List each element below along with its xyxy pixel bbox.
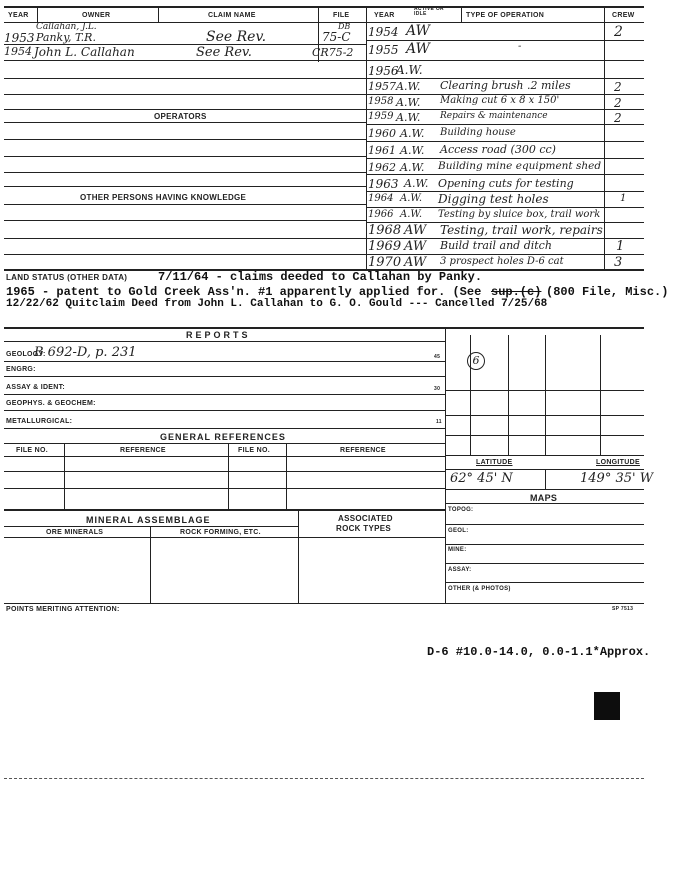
owner-name: Panky, T.R. [36, 31, 96, 44]
op-type: Testing by sluice box, trail work [438, 209, 601, 220]
op-status: AW [406, 41, 430, 57]
op-status: AW [404, 223, 427, 238]
longitude-value: 149° 35' W [580, 471, 654, 486]
op-status: AW [404, 255, 427, 270]
op-status: A.W. [400, 161, 425, 174]
land-status-struck: sup.(c) [491, 285, 542, 299]
maps-other: OTHER (& PHOTOS) [448, 586, 511, 592]
header-owner: OWNER [82, 12, 111, 19]
op-status: A.W. [400, 209, 423, 220]
op-year: 1955 [368, 43, 399, 57]
ref-reference-2: REFERENCE [340, 447, 386, 454]
rock-forming-label: ROCK FORMING, ETC. [180, 529, 261, 536]
engrg-label: ENGRG: [6, 366, 36, 373]
header-crew: CREW [612, 12, 635, 19]
ref-reference-1: REFERENCE [120, 447, 166, 454]
owner-claim: See Rev. [206, 29, 267, 45]
op-crew: 3 [614, 255, 623, 270]
op-crew: 2 [614, 80, 622, 94]
maps-geol: GEOL: [448, 528, 469, 534]
op-type: - [518, 41, 522, 52]
op-status: A.W. [396, 63, 423, 77]
latitude-value: 62° 45' N [450, 471, 513, 486]
ore-minerals-label: ORE MINERALS [46, 529, 104, 536]
geology-number: 45 [434, 354, 441, 360]
maps-mine: MINE: [448, 547, 467, 553]
land-status-line-3: 12/22/62 Quitclaim Deed from John L. Callahan to G. O. Gould --- Cancelled 7/25/68 [6, 298, 548, 310]
form-number: SP 7513 [612, 606, 634, 612]
header-type-operation: TYPE OF OPERATION [466, 12, 545, 19]
black-square-mark [594, 692, 620, 720]
op-year: 1963 [368, 177, 399, 191]
op-type: Digging test holes [438, 192, 549, 206]
assoc-label: ASSOCIATED [338, 514, 393, 523]
maps-topog: TOPOG: [448, 507, 474, 513]
mineral-title: MINERAL ASSEMBLAGE [86, 515, 211, 525]
op-year: 1966 [368, 209, 394, 220]
footer-note: D-6 #10.0-14.0, 0.0-1.1*Approx. [427, 645, 651, 659]
op-year: 1964 [368, 193, 394, 204]
owner-year: 1953 [4, 31, 35, 45]
op-status: A.W. [400, 193, 423, 204]
header-year: YEAR [8, 12, 29, 19]
header-active-idle: ACTIVE OR IDLE [414, 6, 444, 17]
op-year: 1959 [368, 111, 394, 122]
longitude-label: LONGITUDE [596, 459, 640, 466]
maps-title: MAPS [530, 493, 558, 503]
owner-file: CR75-2 [312, 46, 354, 59]
op-type: Building mine equipment shed [438, 160, 602, 172]
geophys-label: GEOPHYS. & GEOCHEM: [6, 400, 96, 407]
ref-file-no-2: FILE NO. [238, 447, 270, 454]
geology-label: GEOLOGY: [6, 351, 46, 358]
section-number: 6 [472, 354, 480, 367]
op-year: 1958 [368, 96, 394, 107]
op-type: Opening cuts for testing [438, 177, 574, 190]
op-crew: 2 [614, 96, 622, 110]
op-status: A.W. [396, 80, 421, 93]
points-meriting-attention: POINTS MERITING ATTENTION: [6, 606, 120, 613]
reports-title: REPORTS [186, 330, 251, 340]
land-status-line-1: 7/11/64 - claims deeded to Callahan by Panky. [158, 270, 483, 284]
op-crew: 2 [614, 24, 623, 40]
other-persons-label: OTHER PERSONS HAVING KNOWLEDGE [80, 193, 247, 202]
op-status: AW [406, 23, 430, 39]
owner-claim: See Rev. [196, 45, 252, 60]
op-status: A.W. [404, 177, 429, 190]
header-file: FILE [333, 12, 350, 19]
op-year: 1960 [368, 127, 396, 140]
operators-label: OPERATORS [154, 112, 207, 121]
assay-label: ASSAY & IDENT: [6, 384, 66, 391]
op-year: 1962 [368, 161, 396, 174]
op-status: A.W. [400, 144, 425, 157]
op-type: 3 prospect holes D-6 cat [440, 256, 564, 267]
metallurgical-label: METALLURGICAL: [6, 418, 73, 425]
header-year-2: YEAR [374, 12, 395, 19]
section-circle [467, 352, 485, 370]
owner-year: 1954 [4, 45, 32, 58]
owner-name: John L. Callahan [34, 45, 135, 59]
op-type: Building house [440, 127, 516, 138]
assay-number: 30 [434, 386, 441, 392]
latitude-label: LATITUDE [476, 459, 513, 466]
land-status-line-2-end: (800 File, Misc.) [546, 285, 669, 299]
op-year: 1970 [368, 255, 402, 270]
owner-name: Callahan, J.L. [36, 22, 97, 32]
owner-file: DB [338, 22, 351, 31]
op-year: 1957 [368, 80, 396, 93]
land-status-label: LAND STATUS (OTHER DATA) [6, 273, 128, 282]
op-crew: 2 [614, 111, 622, 125]
op-status: A.W. [396, 111, 421, 124]
op-type: Testing, trail work, repairs [440, 223, 603, 237]
op-year: 1961 [368, 144, 396, 157]
geology-value: B 692-D, p. 231 [34, 345, 137, 360]
op-type: Making cut 6 x 8 x 150' [440, 95, 560, 106]
op-crew: 1 [616, 239, 625, 254]
op-type: Repairs & maintenance [440, 111, 548, 121]
op-type: Build trail and ditch [440, 239, 552, 252]
op-status: A.W. [400, 127, 425, 140]
op-type: Access road (300 cc) [440, 143, 556, 156]
owner-file: 75-C [322, 30, 351, 44]
op-type: Clearing brush .2 miles [440, 79, 571, 92]
general-references-title: GENERAL REFERENCES [160, 432, 286, 442]
op-status: AW [404, 239, 427, 254]
op-year: 1956 [368, 64, 399, 78]
maps-assay: ASSAY: [448, 567, 472, 573]
header-claim-name: CLAIM NAME [208, 12, 256, 19]
ref-file-no-1: FILE NO. [16, 447, 48, 454]
rock-types-label: ROCK TYPES [336, 524, 392, 533]
op-status: A.W. [396, 96, 421, 109]
op-year: 1968 [368, 223, 402, 238]
land-status-line-2: 1965 - patent to Gold Creek Ass'n. #1 apparently applied for. (See [6, 285, 482, 299]
op-year: 1954 [368, 25, 399, 39]
op-year: 1969 [368, 239, 402, 254]
op-crew: 1 [620, 193, 627, 204]
metallurgical-number: 11 [436, 419, 442, 425]
